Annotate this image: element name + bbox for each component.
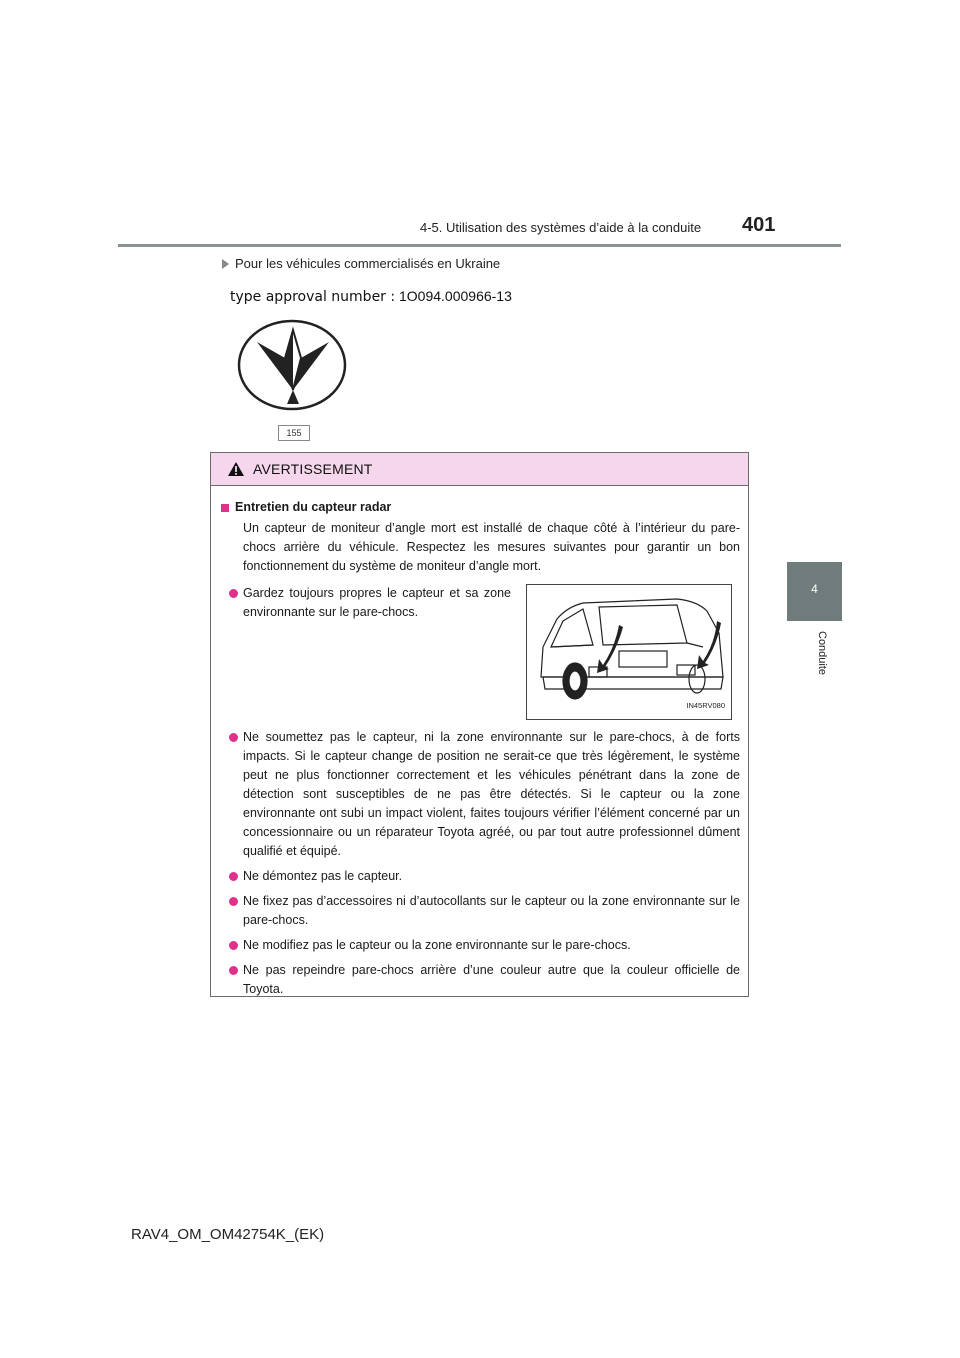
approval-value: 1O094.000966-13 <box>395 288 512 304</box>
footer-document-code: RAV4_OM_OM42754K_(EK) <box>131 1226 325 1243</box>
first-bullet-row <box>221 584 740 720</box>
figure-code: IN45RV080 <box>686 701 725 710</box>
bullet-text: Ne démontez pas le capteur. <box>243 869 403 883</box>
list-item <box>221 728 740 861</box>
section-title-text: Entretien du capteur radar <box>235 500 392 514</box>
warning-header <box>211 453 748 486</box>
bullet-dot-icon <box>229 589 238 598</box>
chapter-tab <box>787 562 842 621</box>
list-item <box>221 892 740 930</box>
intro-paragraph: Un capteur de moniteur d’angle mort est installé de chaque côté à l’intérieur du pare-chocs arrière du véhicule. Respectez les mesures suivantes pour garantir un bon fonctionnement du système de moniteur d’angle mort. <box>243 521 740 573</box>
region-text: Pour les véhicules commercialisés en Ukraine <box>235 256 501 271</box>
bullet-text: Ne soumettez pas le capteur, ni la zone environnante sur le pare-chocs, à de forts impacts. Si le capteur change de position ne serait-ce que très légèrement, le système peut ne plus fonctionner correctement et les véhicules pénétrant dans la zone de détection sont susceptibles de ne pas être détectés. Si le capteur ou la zone environnante ont subi un impact violent, faites toujours vérifier l’élément concerné par un concessionnaire ou un réparateur Toyota agréé, ou par tout autre professionnel dûment qualifié et équipé. <box>243 730 740 858</box>
list-item <box>221 961 740 999</box>
square-bullet-icon <box>221 504 229 512</box>
bullet-text: Ne modifiez pas le capteur ou la zone environnante sur le pare-chocs. <box>243 938 631 952</box>
warning-body <box>211 486 748 999</box>
list-item <box>221 867 740 886</box>
ukraine-conformity-mark-icon <box>237 318 349 412</box>
approval-label: type approval number : <box>230 289 396 305</box>
warning-triangle-icon <box>227 461 245 477</box>
bullet-dot-icon <box>229 966 238 975</box>
region-line <box>222 256 500 271</box>
page-number: 401 <box>742 214 776 236</box>
car-rear-figure <box>526 584 732 720</box>
bullet-dot-icon <box>229 897 238 906</box>
bullet-text: Gardez toujours propres le capteur et sa zone environnante sur le pare-chocs. <box>243 586 511 619</box>
header-rule <box>118 244 841 247</box>
warning-title: AVERTISSEMENT <box>253 461 373 477</box>
header-section-title: 4-5. Utilisation des systèmes d’aide à la conduite <box>420 220 702 235</box>
mark-code: 155 <box>278 425 310 441</box>
bullet-text: Ne fixez pas d’accessoires ni d’autocollants sur le capteur ou la zone environnante sur le pare-chocs. <box>243 894 740 927</box>
warning-box <box>210 452 749 997</box>
bullet-dot-icon <box>229 872 238 881</box>
section-title <box>221 498 740 517</box>
bullet-dot-icon <box>229 941 238 950</box>
bullet-text: Ne pas repeindre pare-chocs arrière d’une couleur autre que la couleur officielle de Toyota. <box>243 963 740 996</box>
list-item <box>221 936 740 955</box>
chapter-number: 4 <box>811 582 818 596</box>
list-item <box>221 584 511 622</box>
chapter-label: Conduite <box>816 631 828 676</box>
approval-line <box>230 288 512 305</box>
bullet-dot-icon <box>229 733 238 742</box>
triangle-bullet-icon <box>222 259 229 269</box>
